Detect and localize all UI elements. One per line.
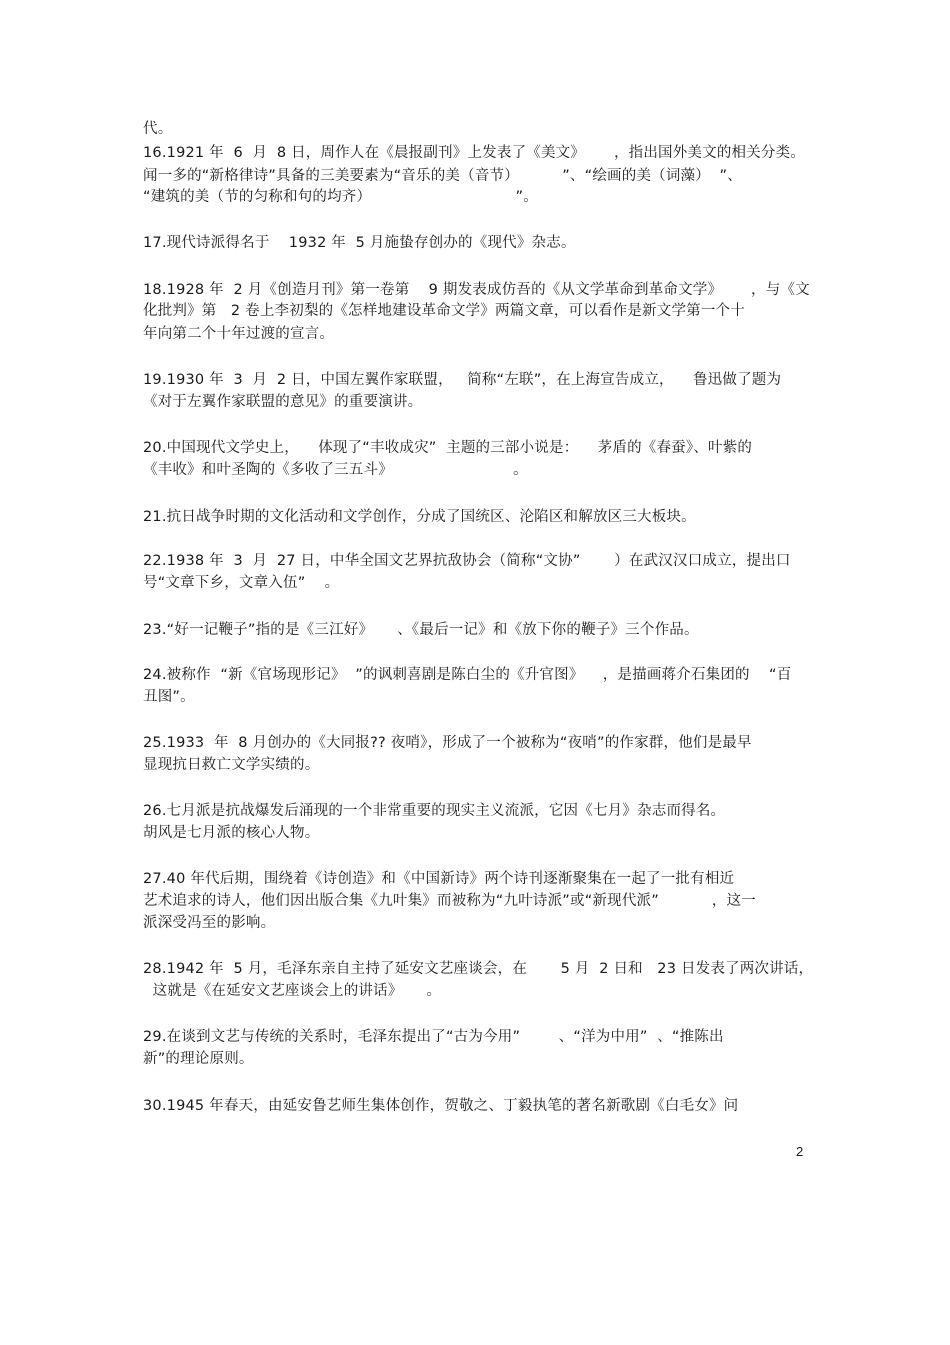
text-line: 25.1933 年 8 月创办的《大同报?? 夜哨》，形成了一个被称为“夜哨”的作家群，他们是最早 <box>143 735 752 751</box>
text-line: 艺术追求的诗人，他们因出版合集《九叶集》而被称为“九叶诗派”或“新现代派” ，这一 <box>143 893 756 909</box>
page-number: 2 <box>796 1144 804 1159</box>
text-line: 这就是《在延安文艺座谈会上的讲话》 。 <box>143 983 442 999</box>
text-line: 22.1938 年 3 月 27 日，中华全国文艺界抗敌协会（简称“文协” ）在武汉汉口成立，提出口 <box>143 553 791 569</box>
text-line: 20.中国现代文学史上， 体现了“丰收成灾” 主题的三部小说是： 茅盾的《春蚕》、叶紫的 <box>143 440 753 456</box>
text-line: 闻一多的“新格律诗”具备的三美要素为“音乐的美（音节） ”、“绘画的美（词藻） ”、 <box>143 168 742 184</box>
text-line: 23.“好一记鞭子”指的是《三江好》 、《最后一记》和《放下你的鞭子》三个作品。 <box>143 622 699 638</box>
text-line: 《丰收》和叶圣陶的《多收了三五斗》 。 <box>143 462 528 478</box>
text-line: 16.1921 年 6 月 8 日，周作人在《晨报副刊》上发表了《美文》 ，指出国外美文的相关分类。 <box>143 145 806 161</box>
text-line: 24.被称作 “新《官场现形记》 ”的讽刺喜剧是陈白尘的《升官图》 ，是描画蒋介石集团的 “百 <box>143 667 792 683</box>
text-line: 26.七月派是抗战爆发后涌现的一个非常重要的现实主义流派，它因《七月》杂志而得名。 <box>143 803 726 819</box>
text-line: 代。 <box>143 121 173 137</box>
text-line: 19.1930 年 3 月 2 日，中国左翼作家联盟， 简称“左联”，在上海宣告成立， 鲁迅做了题为 <box>143 372 782 388</box>
text-line: 化批判》第 2 卷上李初梨的《怎样地建设革命文学》两篇文章，可以看作是新文学第一个十 <box>143 303 745 319</box>
text-line: 28.1942 年 5 月，毛泽东亲自主持了延安文艺座谈会，在 5 月 2 日和 23 日发表了两次讲话， <box>143 961 814 977</box>
text-line: 21.抗日战争时期的文化活动和文学创作，分成了国统区、沦陷区和解放区三大板块。 <box>143 509 696 525</box>
text-line: 30.1945 年春天，由延安鲁艺师生集体创作，贺敬之、丁毅执笔的著名新歌剧《白毛女》问 <box>143 1098 739 1114</box>
text-line: 年向第二个十年过渡的宣言。 <box>143 326 335 342</box>
text-line: 号“文章下乡，文章入伍” 。 <box>143 575 340 591</box>
text-line: 29.在谈到文艺与传统的关系时，毛泽东提出了“古为今用” 、“洋为中用” 、“推陈出 <box>143 1029 724 1045</box>
text-line: 显现抗日救亡文学实绩的。 <box>143 757 320 773</box>
text-line: 27.40 年代后期，围绕着《诗创造》和《中国新诗》两个诗刊逐渐聚集在一起了一批有相近 <box>143 871 735 887</box>
text-line: “建筑的美（节的匀称和句的均齐） ”。 <box>143 189 538 205</box>
text-line: 丑图”。 <box>143 689 195 705</box>
text-line: 派深受冯至的影响。 <box>143 915 276 931</box>
text-line: 18.1928 年 2 月《创造月刊》第一卷第 9 期发表成仿吾的《从文学革命到革命文学》 ，与《文 <box>143 282 810 298</box>
text-line: 《对于左翼作家联盟的意见》的重要演讲。 <box>143 394 423 410</box>
text-line: 新”的理论原则。 <box>143 1051 254 1067</box>
text-line: 17.现代诗派得名于 1932 年 5 月施蛰存创办的《现代》杂志。 <box>143 235 576 251</box>
text-line: 胡风是七月派的核心人物。 <box>143 825 320 841</box>
